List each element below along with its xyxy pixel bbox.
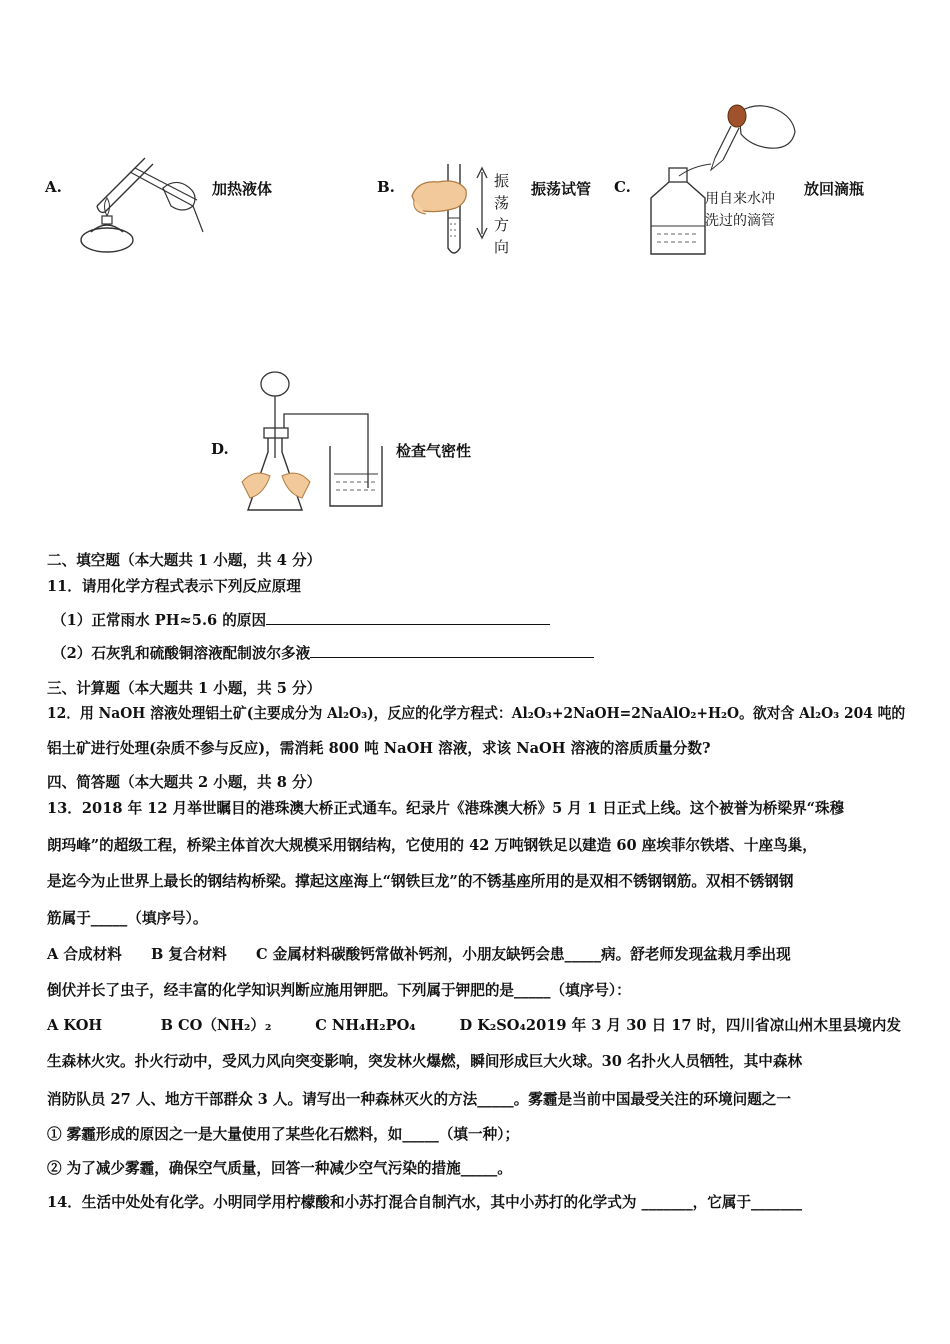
answer-blank[interactable] (310, 643, 594, 658)
section-2-title: 二、填空题（本大题共 1 小题，共 4 分） (47, 552, 322, 569)
heating-liquid-illustration (75, 148, 205, 260)
option-c-caption: 放回滴瓶 (804, 180, 865, 198)
question-13-line-5: A 合成材料 B 复合材料 C 金属材料碳酸钙常做补钙剂，小朋友缺钙会患_____病。舒老师发现盆栽月季出现 (47, 946, 791, 963)
question-11: 11．请用化学方程式表示下列反应原理 (47, 578, 301, 595)
option-a-caption: 加热液体 (212, 180, 273, 198)
question-13-line-10: ① 雾霾形成的原因之一是大量使用了某些化石燃料，如_____（填一种）； (47, 1126, 520, 1143)
option-b-label: B. (377, 178, 395, 196)
shaking-test-tube-illustration (408, 160, 490, 260)
option-d-label: D. (211, 440, 229, 458)
question-11-1: （1）正常雨水 PH≈5.6 的原因 (52, 609, 550, 630)
dropper-note: 用自来水冲 洗过的滴管 (705, 191, 775, 229)
option-b-caption: 振荡试管 (531, 180, 592, 198)
option-c-label: C. (614, 178, 631, 196)
question-13-line-11: ② 为了减少雾霾，确保空气质量，回答一种减少空气污染的措施_____。 (47, 1160, 512, 1177)
option-a-label: A. (45, 178, 62, 196)
question-13-line-1: 13．2018 年 12 月举世瞩目的港珠澳大桥正式通车。纪录片《港珠澳大桥》5 月 1 日正式上线。这个被誉为桥梁界“珠穆 (47, 800, 845, 817)
question-13-line-2: 朗玛峰”的超级工程，桥梁主体首次大规模采用钢结构，它使用的 42 万吨钢铁足以建造 60 座埃菲尔铁塔、十座鸟巢， (47, 837, 817, 854)
question-13-line-9: 消防队员 27 人、地方干部群众 3 人。请写出一种森林灭火的方法_____。雾霾是当前中国最受关注的环境问题之一 (47, 1091, 791, 1108)
section-4-title: 四、简答题（本大题共 2 小题，共 8 分） (47, 774, 322, 791)
shaking-direction-text: 振 荡 方 向 (494, 172, 510, 256)
question-13-line-4: 筋属于_____（填序号）。 (47, 910, 208, 927)
question-12-line-2: 铝土矿进行处理(杂质不参与反应)，需消耗 800 吨 NaOH 溶液，求该 NaOH 溶液的溶质质量分数? (47, 740, 711, 757)
question-13-line-8: 生森林火灾。扑火行动中，受风力风向突变影响，突发林火爆燃，瞬间形成巨大火球。30 名扑火人员牺牲，其中森林 (47, 1053, 803, 1070)
answer-blank[interactable] (266, 610, 550, 625)
question-11-2: （2）石灰乳和硫酸铜溶液配制波尔多液 (52, 642, 594, 663)
question-13-line-7: A KOH B CO（NH₂）₂ C NH₄H₂PO₄ D K₂SO₄2019 年 3 月 30 日 17 时，四川省凉山州木里县境内发 (47, 1017, 901, 1034)
dropper-bottle-illustration (645, 98, 800, 260)
question-14-line-1: 14．生活中处处有化学。小明同学用柠檬酸和小苏打混合自制汽水，其中小苏打的化学式为 _______，它属于_______ (47, 1194, 803, 1211)
question-13-line-6: 倒伏并长了虫子，经丰富的化学知识判断应施用钾肥。下列属于钾肥的是_____（填序号）： (47, 982, 631, 999)
airtightness-check-illustration (240, 370, 388, 518)
option-d-caption: 检查气密性 (396, 442, 472, 460)
section-3-title: 三、计算题（本大题共 1 小题，共 5 分） (47, 680, 322, 697)
question-12-line-1: 12．用 NaOH 溶液处理铝土矿(主要成分为 Al₂O₃)，反应的化学方程式：Al₂O₃+2NaOH=2NaAlO₂+H₂O。欲对含 Al₂O₃ 204 吨的 (47, 705, 906, 722)
question-13-line-3: 是迄今为止世界上最长的钢结构桥梁。撑起这座海上“钢铁巨龙”的不锈基座所用的是双相不锈钢钢筋。双相不锈钢钢 (47, 873, 794, 890)
